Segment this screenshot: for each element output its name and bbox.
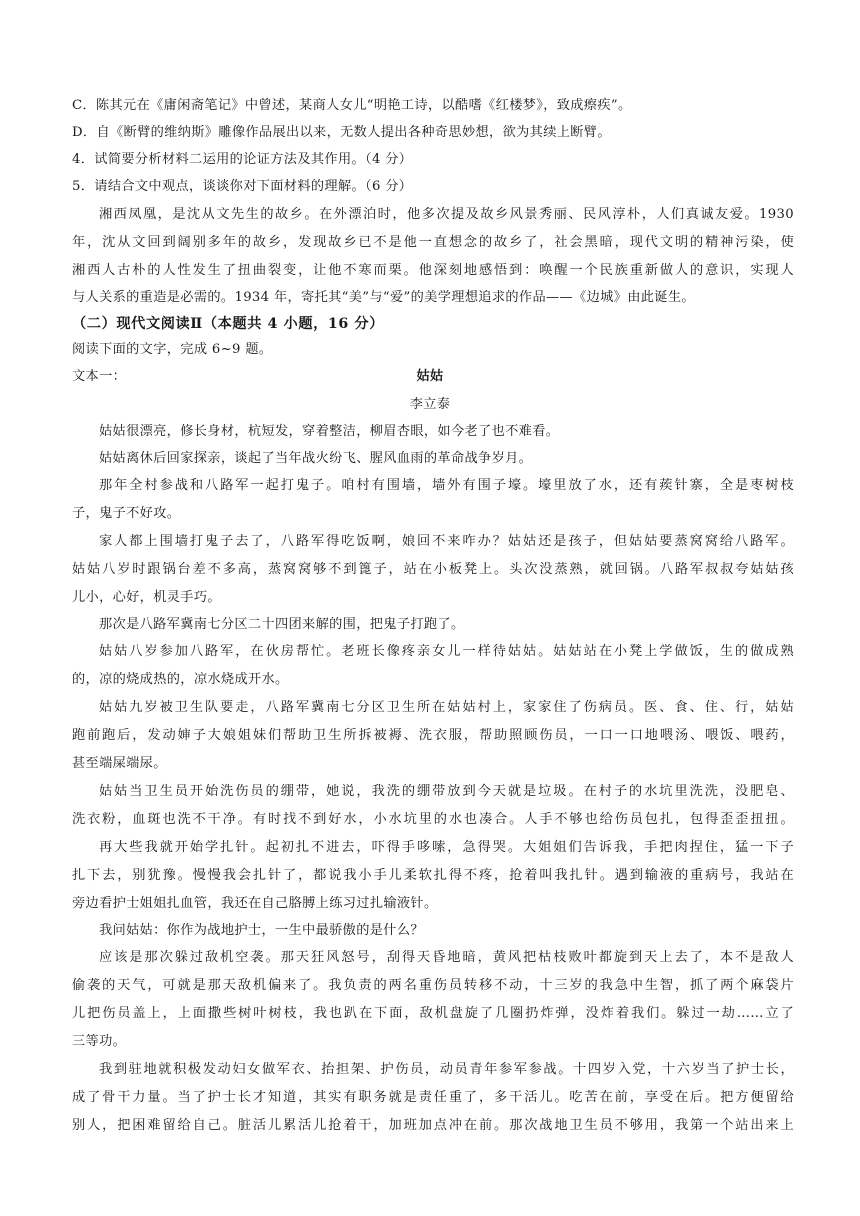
story-line: 姑姑八岁参加八路军，在伙房帮忙。老班长像疼亲女儿一样待姑姑。姑姑站在小凳上学做饭，生的做成熟 <box>99 644 794 659</box>
material-line: 年，沈从文回到阔别多年的故乡，发现故乡已不是他一直想念的故乡了，社会黑暗，现代文明的精神污染，使 <box>72 235 794 250</box>
story-line: 应该是那次躲过敌机空袭。那天狂风怒号，刮得天昏地暗，黄风把枯枝败叶都旋到天上去了，本不是敌人 <box>99 950 794 965</box>
story-line: 跑前跑后，发动婶子大娘姐妹们帮助卫生所拆被褥、洗衣服，帮助照顾伤员，一口一口地喂汤、喂饭、喂药， <box>72 728 794 743</box>
story-line: 我到驻地就积极发动妇女做军衣、抬担架、护伤员，动员青年参军参战。十四岁入党，十六岁当了护士长， <box>99 1062 794 1077</box>
option-d: D．自《断臂的维纳斯》雕像作品展出以来，无数人提出各种奇思妙想，欲为其续上断臂。 <box>72 125 611 140</box>
story-line: 我问姑姑：你作为战地护士，一生中最骄傲的是什么？ <box>99 923 424 938</box>
story-line: 再大些我就开始学扎针。起初扎不进去，吓得手哆嗦，急得哭。大姐姐们告诉我，手把肉捏住，猛一下子 <box>99 840 794 855</box>
story-line: 成了骨干力量。当了护士长才知道，其实有职务就是责任重了，多干活儿。吃苦在前，享受在后。把方便留给 <box>72 1090 794 1105</box>
section-heading: （二）现代文阅读Ⅱ（本题共 4 小题，16 分） <box>72 316 384 332</box>
story-line: 儿小，心好，机灵手巧。 <box>72 590 221 605</box>
story-line: 姑姑很漂亮，修长身材，杭短发，穿着整洁，柳眉杏眼，如今老了也不难看。 <box>99 424 560 439</box>
section-instruction: 阅读下面的文字，完成 6~9 题。 <box>72 342 273 357</box>
story-line: 姑姑当卫生员开始洗伤员的绷带，她说，我洗的绷带放到今天就是垃圾。在村子的水坑里洗洗，没肥皂、 <box>99 784 794 799</box>
material-line: 与人关系的重造是必需的。1934 年，寄托其“美”与“爱”的美学理想追求的作品——《边城》由此诞生。 <box>72 290 695 305</box>
story-line: 甚至端屎端尿。 <box>72 756 167 771</box>
material-line: 湘西人古朴的人性发生了扭曲裂变，让他不寒而栗。他深刻地感悟到：唤醒一个民族重新做人的意识，实现人 <box>72 263 794 278</box>
story-line: 三等功。 <box>72 1034 127 1049</box>
story-line: 家人都上围墙打鬼子去了，八路军得吃饭啊，娘回不来咋办？姑姑还是孩子，但姑姑要蒸窝窝给八路军。 <box>99 534 794 549</box>
story-line: 洗衣粉，血斑也洗不干净。有时找不到好水，小水坑里的水也凑合。人手不够也给伤员包扎，包得歪歪扭扭。 <box>72 812 794 827</box>
story-line: 旁边看护士姐姐扎血管，我还在自己胳膊上练习过扎输液针。 <box>72 896 438 911</box>
material-line: 湘西凤凰，是沈从文先生的故乡。在外漂泊时，他多次提及故乡风景秀丽、民风淳朴，人们真诚友爱。1930 <box>99 207 794 222</box>
story-line: 姑姑九岁被卫生队要走，八路军冀南七分区卫生所在姑姑村上，家家住了伤病员。医、食、住、行，姑姑 <box>99 700 794 715</box>
option-c: C．陈其元在《庸闲斋笔记》中曾述，某商人女儿“明艳工诗，以酷嗜《红楼梦》，致成瘵疾”。 <box>72 98 632 113</box>
story-line: 那年全村参战和八路军一起打鬼子。咱村有围墙，墙外有围子壕。壕里放了水，还有蒺针寨，全是枣树枝 <box>99 478 794 493</box>
question-5: 5．请结合文中观点，谈谈你对下面材料的理解。（6 分） <box>72 179 413 194</box>
question-4: 4．试简要分析材料二运用的论证方法及其作用。（4 分） <box>72 152 413 167</box>
story-line: 别人，把困难留给自己。脏活儿累活儿抢着干，加班加点冲在前。那次战地卫生员不够用，我第一个站出来上 <box>72 1118 794 1133</box>
story-line: 偷袭的天气，可就是那天敌机偏来了。我负责的两名重伤员转移不动，十三岁的我急中生智，抓了两个麻袋片 <box>72 978 794 993</box>
story-title: 姑姑 <box>416 369 444 384</box>
story-line: 儿把伤员盖上，上面撒些树叶树枝，我也趴在下面，敌机盘旋了几圈扔炸弹，没炸着我们。躲过一劫……立了 <box>72 1006 794 1021</box>
story-line: 子，鬼子不好攻。 <box>72 506 181 521</box>
story-line: 那次是八路军冀南七分区二十四团来解的围，把鬼子打跑了。 <box>99 617 465 632</box>
story-line: 姑姑八岁时跟锅台差不多高，蒸窝窝够不到篦子，站在小板凳上。头次没蒸熟，就回锅。八路军叔叔夸姑姑孩 <box>72 562 794 577</box>
story-author: 李立泰 <box>409 397 451 412</box>
text-label: 文本一： <box>72 369 127 384</box>
story-line: 姑姑离休后回家探亲，谈起了当年战火纷飞、腥风血雨的革命战争岁月。 <box>99 451 533 466</box>
story-line: 扎下去，别犹豫。慢慢我会扎针了，都说我小手儿柔软扎得不疼，抢着叫我扎针。遇到输液的重病号，我站在 <box>72 868 794 883</box>
story-line: 的，凉的烧成热的，凉水烧成开水。 <box>72 672 289 687</box>
